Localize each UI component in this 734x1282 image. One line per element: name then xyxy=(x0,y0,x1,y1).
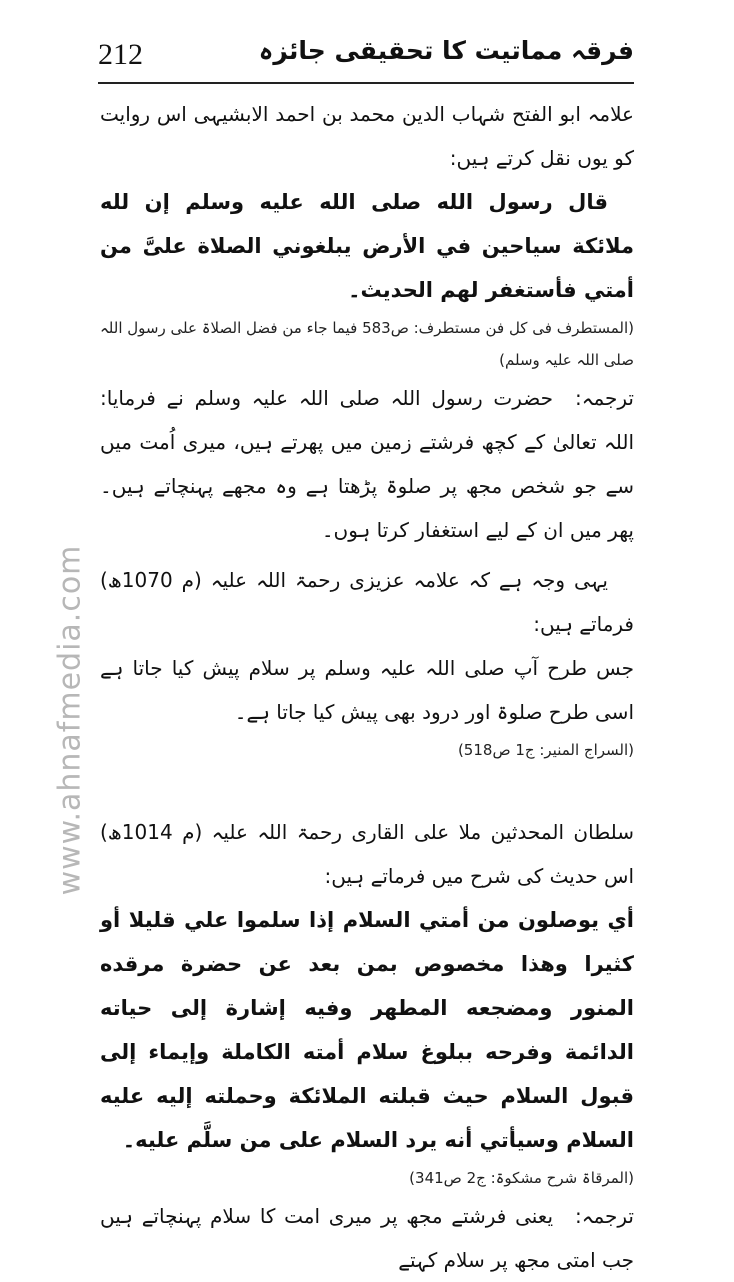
reference-siraj: (السراج المنیر: ج1 ص518) xyxy=(457,741,634,759)
reference-mirqat: (المرقاۃ شرح مشکوۃ: ج2 ص341) xyxy=(409,1169,634,1187)
qari-intro: سلطان المحدثین ملا علی القاری رحمۃ اللہ علیہ (م 1014ھ) اس حدیث کی شرح میں فرماتے ہیں: xyxy=(100,820,634,888)
watermark: www.ahnafmedia.com xyxy=(52,544,88,896)
running-title: فرقہ مماتیت کا تحقیقی جائزہ xyxy=(258,36,634,65)
arabic-commentary: أي يوصلون من أمتي السلام إذا سلموا علي قليلا أو كثيرا وهذا مخصوص بمن بعد عن حضرة مرقده المنور ومضجعه المطهر وفيه إشارة إلى حياته الدائمة وفرحه ببلوغ سلام أمته الكاملة وإيماء إلى قبول السلام حيث قبلته الملائكة وحملته إليه عليه السلام وسيأتي أنه يرد السلام على من سلَّم عليه۔ xyxy=(100,908,634,1152)
azizi-intro: یہی وجہ ہے کہ علامہ عزیزی رحمۃ اللہ علیہ (م 1070ھ) فرماتے ہیں: xyxy=(100,568,634,636)
translation-text: حضرت رسول اللہ صلی اللہ علیہ وسلم نے فرمایا: اللہ تعالیٰ کے کچھ فرشتے زمین میں پھرتے ہیں، میری اُمت میں سے جو شخص مجھ پر صلوۃ پڑھتا ہے وہ مجھے پہنچاتے ہیں۔ پھر میں ان کے لیے استغفار کرتا ہوں۔ xyxy=(100,386,634,542)
translation-label: ترجمہ: xyxy=(575,386,634,410)
azizi-quote: جس طرح آپ صلی اللہ علیہ وسلم پر سلام پیش کیا جاتا ہے اسی طرح صلوۃ اور درود بھی پیش کیا جاتا ہے۔ xyxy=(100,656,634,724)
page-header xyxy=(98,36,634,84)
page-body xyxy=(100,92,634,1282)
reference-mustatraf: (المستطرف فی کل فن مستطرف: ص583 فیما جاء من فضل الصلاۃ علی رسول اللہ صلی اللہ علیہ وسلم) xyxy=(100,319,635,369)
header-rule xyxy=(98,82,634,84)
page-number: 212 xyxy=(98,38,143,71)
translation-paragraph-2 xyxy=(100,1194,634,1282)
translation-label: ترجمہ: xyxy=(575,1204,634,1228)
translation-text: یعنی فرشتے مجھ پر میری امت کا سلام پہنچاتے ہیں جب امتی مجھ پر سلام کہتے xyxy=(100,1204,634,1272)
spacer xyxy=(100,766,634,810)
arabic-hadith: قال رسول الله صلی الله علیه وسلم إن لله ملائكة سياحين في الأرض يبلغوني الصلاة علىَّ من أمتي فأستغفر لهم الحديث۔ xyxy=(100,190,634,302)
intro-paragraph: علامہ ابو الفتح شہاب الدین محمد بن احمد الابشیہی اس روایت کو یوں نقل کرتے ہیں: xyxy=(100,102,634,170)
translation-paragraph xyxy=(100,376,634,552)
